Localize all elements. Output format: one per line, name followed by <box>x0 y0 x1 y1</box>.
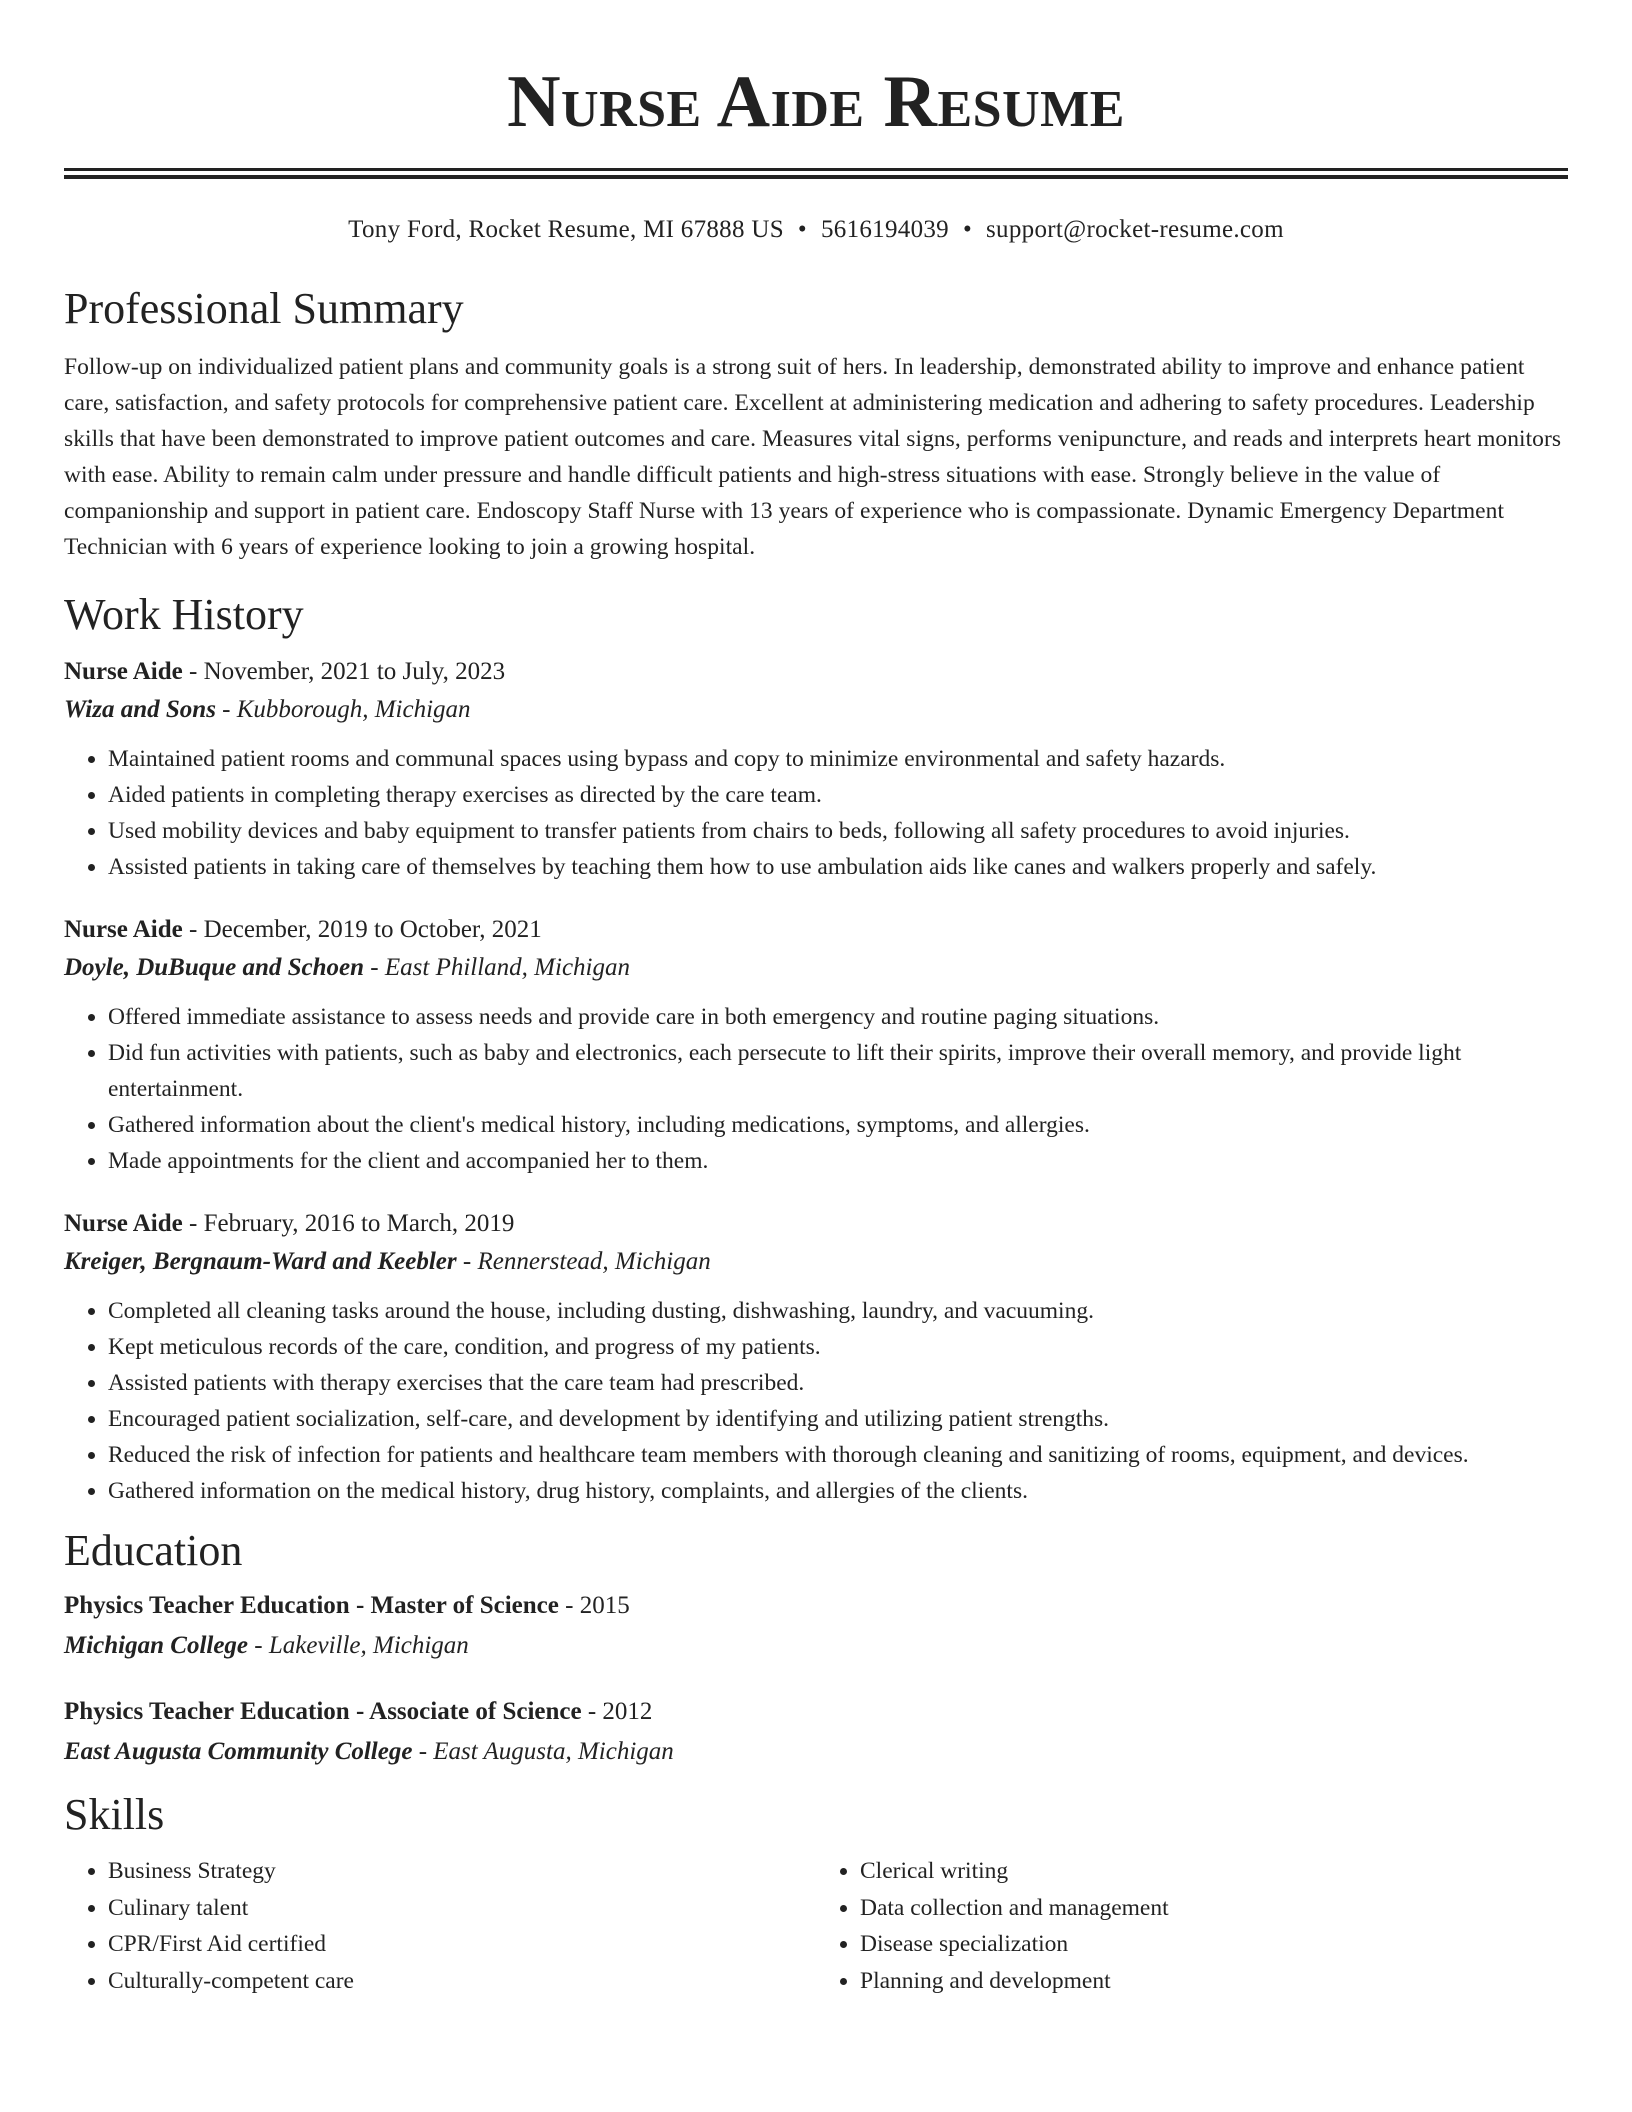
education-entry <box>64 1587 1568 1665</box>
skill-item: • Business Strategy <box>108 1853 816 1890</box>
job-location: - Rennerstead, Michigan <box>456 1248 711 1275</box>
list-item: • Made appointments for the client and accompanied her to them. <box>108 1143 1568 1179</box>
job-employer-line <box>64 1243 1568 1281</box>
list-item: • Completed all cleaning tasks around the house, including dusting, dishwashing, laundry, and vacuuming. <box>108 1293 1568 1329</box>
job-employer-line <box>64 691 1568 729</box>
school-location: - East Augusta, Michigan <box>412 1738 674 1765</box>
skills-heading: Skills <box>64 1790 165 1839</box>
skill-item: • CPR/First Aid certified <box>108 1926 816 1963</box>
job-location: - East Philland, Michigan <box>364 954 630 981</box>
work-history-heading: Work History <box>64 590 304 639</box>
skill-item: • Data collection and management <box>860 1890 1568 1927</box>
degree-line <box>64 1587 1568 1625</box>
job-title: Nurse Aide <box>64 916 183 943</box>
job-entry <box>64 1205 1568 1509</box>
summary-text: Follow-up on individualized patient plans and community goals is a strong suit of hers. In leadership, demonstrated ability to improve and enhance patient care, satisfaction, and safety protocols for comprehensive patient care. Excellent at administering medication and adhering to safety procedures. Leadership skills that have been demonstrated to improve patient outcomes and care. Measures vital signs, performs venipuncture, and reads and interprets heart monitors with ease. Ability to remain calm under pressure and handle difficult patients and high-stress situations with ease. Strongly believe in the value of companionship and support in patient care. Endoscopy Staff Nurse with 13 years of experience who is compassionate. Dynamic Emergency Department Technician with 6 years of experience looking to join a growing hospital. <box>64 354 1562 560</box>
job-employer: Kreiger, Bergnaum-Ward and Keebler <box>64 1248 457 1275</box>
job-entry <box>64 911 1568 1179</box>
job-bullets <box>64 1293 1568 1509</box>
job-dates: - November, 2021 to July, 2023 <box>182 658 506 685</box>
job-dates: - December, 2019 to October, 2021 <box>182 916 542 943</box>
contact-separator: • <box>962 216 973 243</box>
list-item: • Offered immediate assistance to assess needs and provide care in both emergency and routine paging situations. <box>108 999 1568 1035</box>
job-employer: Wiza and Sons <box>64 696 216 723</box>
school-name: East Augusta Community College <box>64 1738 413 1765</box>
list-item: • Gathered information on the medical history, drug history, complaints, and allergies of the clients. <box>108 1473 1568 1509</box>
skill-item: • Culturally-competent care <box>108 1963 816 2000</box>
school-line <box>64 1733 1568 1771</box>
resume-page <box>64 0 1568 1999</box>
job-entry <box>64 653 1568 885</box>
list-item: • Maintained patient rooms and communal spaces using bypass and copy to minimize environmental and safety hazards. <box>108 741 1568 777</box>
list-item: • Aided patients in completing therapy exercises as directed by the care team. <box>108 777 1568 813</box>
graduation-year: - 2015 <box>558 1592 630 1619</box>
skills-column-left <box>64 1853 816 1999</box>
job-bullets <box>64 741 1568 885</box>
job-title: Nurse Aide <box>64 658 183 685</box>
skills-list <box>64 1853 1568 1999</box>
job-employer: Doyle, DuBuque and Schoen <box>64 954 365 981</box>
list-item: • Used mobility devices and baby equipment to transfer patients from chairs to beds, following all safety procedures to avoid injuries. <box>108 813 1568 849</box>
education-entry <box>64 1693 1568 1771</box>
degree: Physics Teacher Education - Master of Science <box>64 1592 559 1619</box>
job-title: Nurse Aide <box>64 1210 183 1237</box>
job-bullets <box>64 999 1568 1179</box>
title-divider <box>64 168 1568 179</box>
school-line <box>64 1627 1568 1665</box>
degree-line <box>64 1693 1568 1731</box>
list-item: • Gathered information about the client's medical history, including medications, symptoms, and allergies. <box>108 1107 1568 1143</box>
skill-item: • Culinary talent <box>108 1890 816 1927</box>
skill-item: • Planning and development <box>860 1963 1568 2000</box>
list-item: • Assisted patients with therapy exercises that the care team had prescribed. <box>108 1365 1568 1401</box>
job-title-line <box>64 1205 1568 1243</box>
contact-line <box>64 213 1568 247</box>
job-employer-line <box>64 949 1568 987</box>
contact-email: support@rocket-resume.com <box>986 216 1284 243</box>
summary-heading: Professional Summary <box>64 284 464 333</box>
list-item: • Encouraged patient socialization, self-care, and development by identifying and utilizing patient strengths. <box>108 1401 1568 1437</box>
skill-item: • Clerical writing <box>860 1853 1568 1890</box>
list-item: • Reduced the risk of infection for patients and healthcare team members with thorough cleaning and sanitizing of rooms, equipment, and devices. <box>108 1437 1568 1473</box>
job-location: - Kubborough, Michigan <box>215 696 471 723</box>
list-item: • Assisted patients in taking care of themselves by teaching them how to use ambulation aids like canes and walkers properly and safely. <box>108 849 1568 885</box>
contact-phone: 5616194039 <box>820 216 949 243</box>
list-item: • Kept meticulous records of the care, condition, and progress of my patients. <box>108 1329 1568 1365</box>
degree: Physics Teacher Education - Associate of Science <box>64 1698 582 1725</box>
graduation-year: - 2012 <box>581 1698 653 1725</box>
job-dates: - February, 2016 to March, 2019 <box>182 1210 515 1237</box>
contact-address: Tony Ford, Rocket Resume, MI 67888 US <box>348 216 784 243</box>
job-title-line <box>64 911 1568 949</box>
education-heading: Education <box>64 1526 243 1575</box>
list-item: • Did fun activities with patients, such as baby and electronics, each persecute to lift their spirits, improve their overall memory, and provide light entertainment. <box>108 1035 1568 1107</box>
skill-item: • Disease specialization <box>860 1926 1568 1963</box>
skills-column-right <box>816 1853 1568 1999</box>
school-location: - Lakeville, Michigan <box>248 1632 469 1659</box>
page-title: Nurse Aide Resume <box>507 61 1125 143</box>
job-title-line <box>64 653 1568 691</box>
contact-separator: • <box>797 216 807 243</box>
school-name: Michigan College <box>64 1632 249 1659</box>
